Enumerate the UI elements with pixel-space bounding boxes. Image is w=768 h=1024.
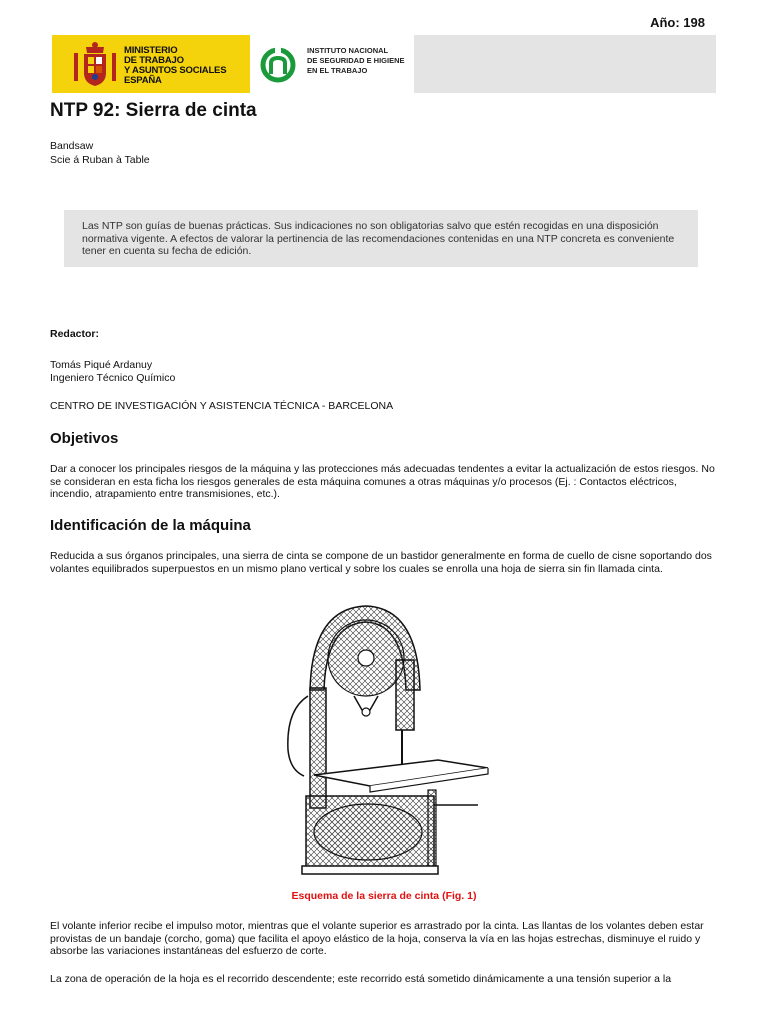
identification-heading: Identificación de la máquina: [50, 517, 251, 534]
year-label: Año: 198: [650, 15, 705, 30]
coat-of-arms-icon: [70, 39, 120, 89]
objectives-text: Dar a conocer los principales riesgos de la máquina y las protecciones más adecuadas tendentes a evitar la actualización de estos riesgos. No se consideran en esta ficha los riesgos generales de esta máquina comunes a otras máquinas y/o procesos (Ej. : Contactos eléctricos, incendio, atrapamiento entre transmisiones, etc.).: [50, 463, 715, 500]
title-english: Bandsaw: [50, 140, 94, 152]
notice-text: Las NTP son guías de buenas prácticas. Sus indicaciones no son obligatorias salvo que estén recogidas en una disposición normativa vigente. A efectos de valorar la pertinencia de las recomendaciones contenidas en una NTP concreta es conveniente tener en cuenta su fecha de edición.: [82, 220, 675, 257]
institute-logo: [250, 35, 414, 93]
ministry-name: MINISTERIO DE TRABAJO Y ASUNTOS SOCIALES ESPAÑA: [124, 45, 227, 86]
institute-name: INSTITUTO NACIONAL DE SEGURIDAD E HIGIENE EN EL TRABAJO: [307, 46, 405, 75]
identification-text: Reducida a sus órganos principales, una sierra de cinta se compone de un bastidor generalmente en forma de cuello de cisne soportando dos volantes equilibrados superpuestos en un mismo plano vertical y sobre los cuales se enrolla una hoja de sierra sin fin llamada cinta.: [50, 550, 712, 575]
objectives-heading: Objetivos: [50, 430, 119, 447]
ministry-logo: [52, 35, 250, 93]
institute-emblem-icon: [260, 47, 296, 83]
alternate-titles: [50, 139, 150, 167]
bandsaw-figure: [278, 600, 490, 878]
notice-box: [64, 210, 698, 267]
author-center: CENTRO DE INVESTIGACIÓN Y ASISTENCIA TÉCNICA - BARCELONA: [50, 400, 394, 412]
identification-para-3: La zona de operación de la hoja es el recorrido descendente; este recorrido está sometido dinámicamente a una tensión superior a la: [50, 973, 672, 985]
bandsaw-illustration: [278, 600, 490, 878]
title-french: Scie á Ruban à Table: [50, 154, 150, 166]
author-role: Ingeniero Técnico Químico: [50, 372, 176, 384]
page-title: NTP 92: Sierra de cinta: [50, 100, 257, 121]
identification-para-2: El volante inferior recibe el impulso motor, mientras que el volante superior es arrastrado por la cinta. Las llantas de los volantes deben estar provistas de un bandaje (corcho, goma) que facilita el apoyo elástico de la hoja, conserva la vía en las hojas estrechas, disminuye el ruido y absorbe las variaciones instantáneas del esfuerzo de corte.: [50, 920, 704, 957]
figure-caption: Esquema de la sierra de cinta (Fig. 1): [291, 890, 477, 902]
author-name: Tomás Piqué Ardanuy: [50, 359, 153, 371]
author-label: Redactor:: [50, 328, 100, 340]
